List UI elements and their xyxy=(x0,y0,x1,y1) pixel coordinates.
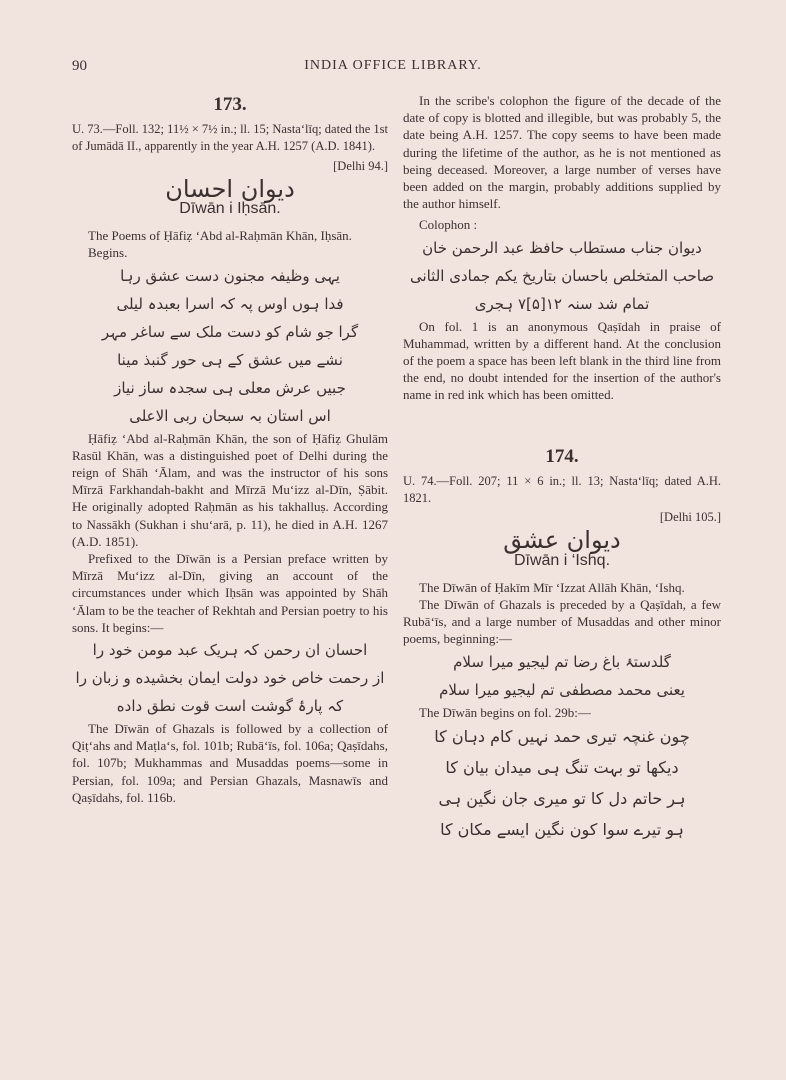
entry-173-begins-label: Begins. xyxy=(88,245,128,261)
verse-line: یعنی محمد مصطفی تم لیجیو میرا سلام xyxy=(439,680,685,699)
entry-174-arabic-title: دیوان عشق xyxy=(503,526,621,555)
entry-173-title: Dīwān i Iḥsān. xyxy=(179,200,281,218)
verse-line: ہو تیرے سوا کون نگین ایسے مکان کا xyxy=(440,819,684,839)
entry-173-qasidah-note: On fol. 1 is an anonymous Qaṣīdah in praise of Muhammad, written by a different hand. At the conclusion of the poem a space has been left blank in the third line from the end, no doubt intended for the insertion of the author's name in red ink which has been omitted. xyxy=(403,318,721,403)
verse-line: دیکھا تو بہت تنگ ہی میدان بیان کا xyxy=(445,757,679,777)
entry-173-intro: The Poems of Ḥāfiẓ ‘Abd al-Raḥmān Khān, Iḥsān. xyxy=(88,228,352,244)
verse-line: گرا جو شام کو دست ملک سے ساغر مہر xyxy=(101,322,359,341)
entry-174-begin-verses xyxy=(403,648,721,704)
entry-174-diwan-verses xyxy=(403,721,721,845)
verse-line: جبیں عرش معلی ہی سجدہ ساز نیاز xyxy=(114,378,346,397)
entry-173-colophon-verses xyxy=(403,234,721,318)
verse-line: یہی وظیفہ مجنون دست عشق رہا xyxy=(120,266,340,285)
verse-line: احسان ان رحمن کہ ہریک عبد مومن خود را xyxy=(92,641,368,660)
verse-line: گلدستۂ باغ رضا تم لیجیو میرا سلام xyxy=(453,652,671,671)
entry-173-preface-verses xyxy=(72,636,388,720)
verse-line: فدا ہوں اوس پہ کہ اسرا بعبدہ لیلی xyxy=(116,294,344,313)
entry-173-begin-verses xyxy=(72,262,388,430)
entry-174-title: Dīwān i ‘Ishq. xyxy=(513,551,611,569)
verse-line: کہ پارۂ گوشت است قوت نطق داده xyxy=(116,697,344,716)
page-header xyxy=(0,58,786,80)
entry-173-description: U. 73.—Foll. 132; 11½ × 7½ in.; ll. 15; Nasta‘līq; dated the 1st of Jumādā II., apparently in the year A.H. 1257 (A.D. 1841). xyxy=(72,122,388,154)
verse-line: ہر حاتم دل کا تو میری جان نگین ہی xyxy=(438,788,686,808)
entry-number-174: 174. xyxy=(545,445,579,467)
entry-173-arabic-title: دیوان احسان xyxy=(165,174,295,203)
entry-174-begins-on: The Dīwān begins on fol. 29b:— xyxy=(419,704,591,720)
entry-173-shelfmark: [Delhi 94.] xyxy=(333,158,388,173)
entry-173-biography: Ḥāfiẓ ‘Abd al-Raḥmān Khān, the son of Ḥāfiẓ Ghulām Rasūl Khān, was a distinguished poet of Delhi during the reign of Shāh ‘Ālam, and was the instructor of his sons Mīrzā Farkhandah-bakht and Mīrzā Mu‘izz al-Dīn, Ṣābit. He originally adopted Raḥmān as his takhalluṣ. According to Nassākh (Sukhan i shu‘arā, p. 11), he died in A.H. 1267 (A.D. 1851). xyxy=(72,430,388,549)
page-number: 90 xyxy=(72,58,87,74)
entry-173-colophon-label: Colophon : xyxy=(419,217,478,233)
verse-line: دیوان جناب مستطاب حافظ عبد الرحمن خان xyxy=(422,238,702,257)
entry-174-preceded: The Dīwān of Ghazals is preceded by a Qaṣīdah, a few Rubā‘īs, and a large number of Musaddas and other minor poems, beginning:— xyxy=(403,597,721,647)
entry-173-contents: The Dīwān of Ghazals is followed by a collection of Qiṭ‘ahs and Maṭla‘s, fol. 101b; Rubā‘īs, fol. 106a; Qaṣīdahs, fol. 107b; Mukhammas and Musaddas poems—some in Persian, fol. 109a; and Persian Ghazals, Masnawīs and Qaṣīdahs, fol. 116b. xyxy=(72,721,388,805)
entry-number-173: 173. xyxy=(213,94,247,115)
verse-line: تمام شد سنہ ۱۲[۵]۷ ہجری xyxy=(474,294,650,313)
entry-174-description: U. 74.—Foll. 207; 11 × 6 in.; ll. 13; Nasta‘līq; dated A.H. 1821. xyxy=(403,473,721,506)
entry-173-colophon-note: In the scribe's colophon the figure of the decade of the date of copy is blotted and illegible, but was probably 5, the date being A.H. 1257. The copy seems to have been made during the lifetime of the author, as he is not mentioned as being deceased. Moreover, a large number of verses have been added on the margin, probably additions supplied by the author himself. xyxy=(403,93,721,212)
entry-174-shelfmark: [Delhi 105.] xyxy=(659,510,721,525)
entry-173-preface: Prefixed to the Dīwān is a Persian preface written by Mīrzā Mu‘izz al-Dīn, giving an account of the circumstances under which Iḥsān was appointed by Shāh ‘Ālam to be the teacher of Rekhtah and Persian poetry to his sons. It begins:— xyxy=(72,551,388,635)
verse-line: اس استان بہ سبحان ربی الاعلی xyxy=(129,406,331,425)
entry-174-intro: The Dīwān of Ḥakīm Mīr ‘Izzat Allāh Khān, ‘Ishq. xyxy=(419,579,685,595)
verse-line: صاحب المتخلص باحسان بتاریخ یکم جمادی الثانی xyxy=(409,266,715,285)
verse-line: چون غنچہ تیری حمد نہیں کام دہان کا xyxy=(434,726,690,746)
right-column xyxy=(403,92,721,845)
verse-line: نشے میں عشق کے ہی حور گنبذ مینا xyxy=(117,350,343,369)
verse-line: از رحمت خاص خود دولت ایمان بخشیده و زبان را xyxy=(75,669,385,688)
left-column xyxy=(72,92,388,806)
running-title: INDIA OFFICE LIBRARY. xyxy=(304,58,482,73)
